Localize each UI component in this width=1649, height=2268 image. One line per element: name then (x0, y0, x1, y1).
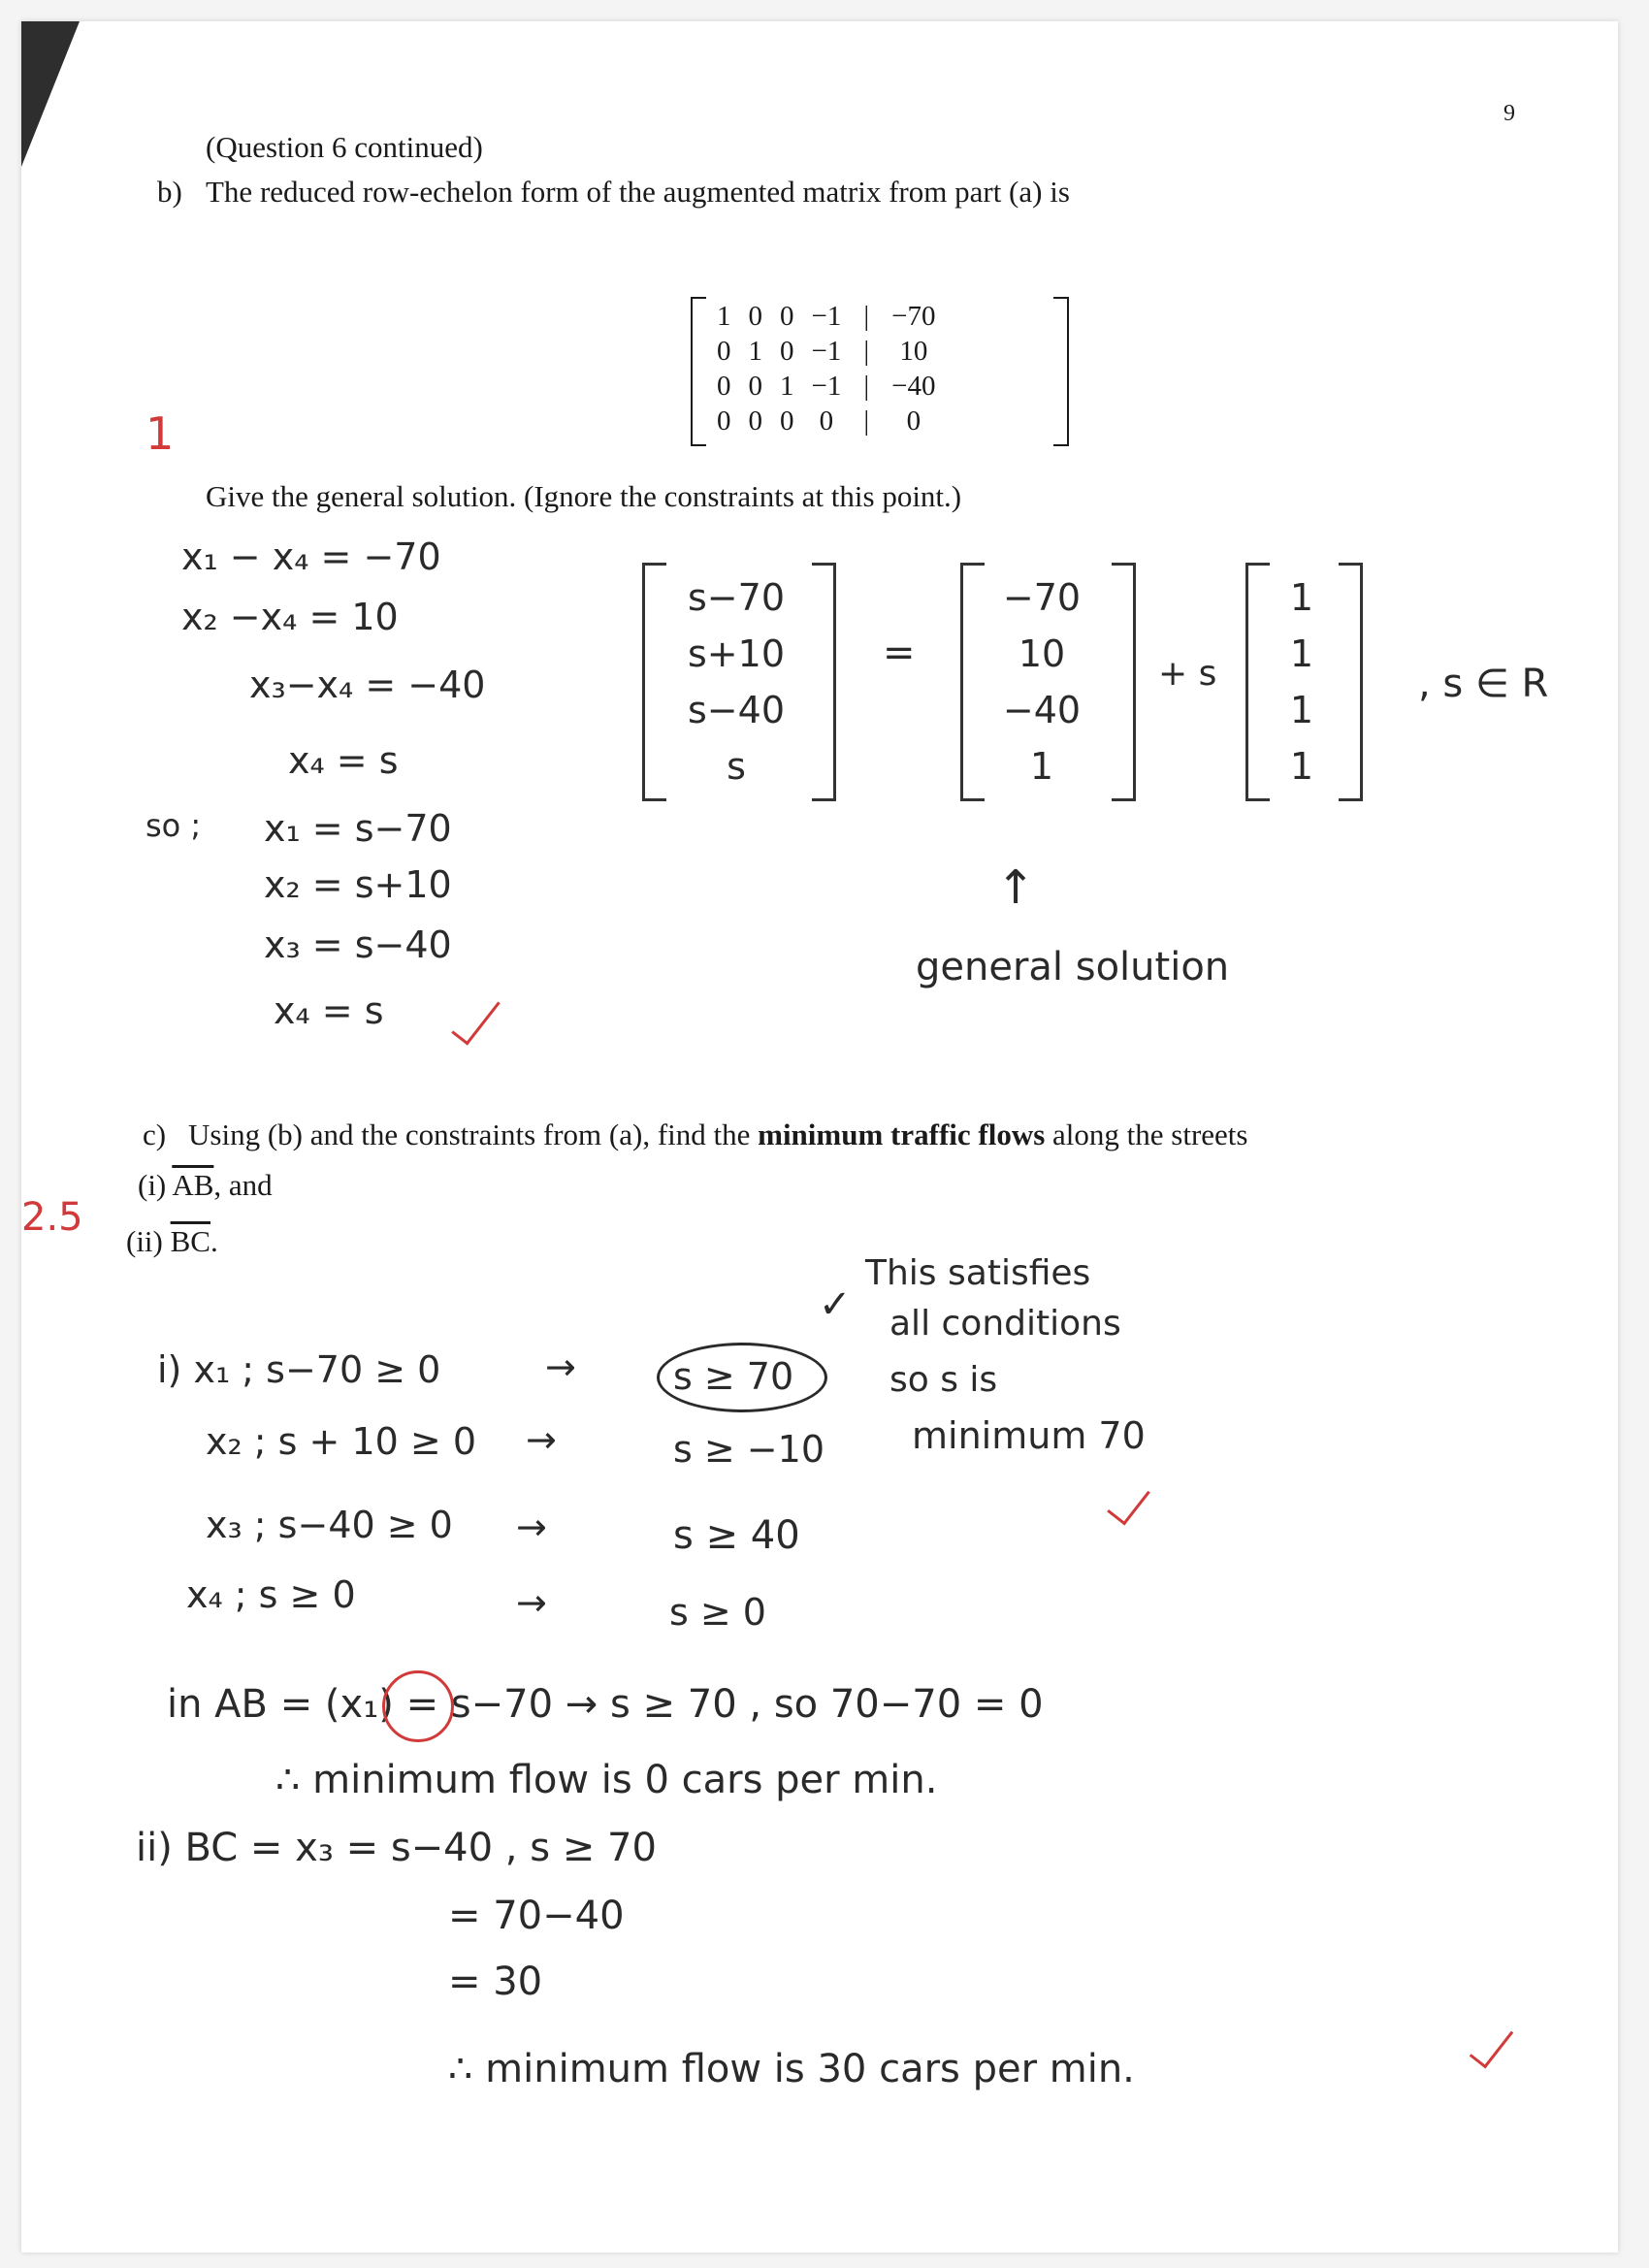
matrix-divider: | (863, 335, 870, 367)
vector-left-bracket (1245, 563, 1270, 801)
matrix-row (708, 334, 945, 369)
part-c-item-i (138, 1168, 273, 1203)
matrix-cell: 0 (780, 300, 794, 332)
check-mark-icon (1107, 1478, 1150, 1525)
check-mark-icon: ✓ (819, 1282, 852, 1327)
part-c-text (188, 1118, 1248, 1152)
part-c-text-start: Using (b) and the constraints from (a), find the (188, 1118, 751, 1151)
vector-entry: 1 (1289, 576, 1314, 619)
vector-entry: 1 (1029, 745, 1054, 788)
part-c-label: c) (143, 1118, 167, 1151)
scan-shadow (21, 21, 80, 167)
constraint-result: s ≥ −10 (673, 1428, 824, 1471)
matrix-cell: −40 (891, 370, 936, 402)
part-c-item-ii (126, 1224, 218, 1259)
matrix-cell: −1 (811, 370, 842, 402)
vector-entry: 1 (1289, 632, 1314, 675)
matrix-divider: | (863, 405, 870, 437)
constraint-result: s ≥ 70 (673, 1355, 794, 1398)
exam-page (21, 21, 1618, 2252)
matrix-divider: | (863, 300, 870, 332)
matrix-cell: 0 (748, 300, 762, 332)
vector-entry: s−40 (688, 689, 785, 731)
note-line: minimum 70 (912, 1414, 1146, 1457)
circle-annotation (657, 1343, 827, 1412)
matrix-cell: 0 (748, 405, 762, 437)
ab-conclusion: ∴ minimum flow is 0 cars per min. (275, 1758, 938, 1802)
note-line: so s is (889, 1360, 998, 1400)
matrix-cell: 0 (748, 370, 762, 402)
domain-statement: , s ∈ R (1418, 662, 1549, 706)
vector-direction (1273, 569, 1331, 794)
vector-right-bracket (1112, 563, 1136, 801)
so-label: so ; (146, 807, 202, 844)
bc-step: = 70−40 (448, 1894, 625, 1938)
matrix-cell: −70 (891, 300, 936, 332)
check-mark-icon (451, 990, 500, 1045)
constraint-result: s ≥ 40 (673, 1513, 800, 1558)
constraint-result: s ≥ 0 (669, 1591, 766, 1634)
hand-equation: x₄ = s (288, 739, 399, 782)
vector-left-bracket (960, 563, 985, 801)
matrix-row (708, 369, 945, 404)
vector-entry: s+10 (688, 632, 785, 675)
hand-equation: x₁ − x₄ = −70 (181, 535, 441, 578)
vector-entry: −40 (1002, 689, 1082, 731)
hand-equation: x₃−x₄ = −40 (249, 664, 486, 706)
arrow-right-icon: → (545, 1345, 576, 1388)
note-line: This satisfies (865, 1253, 1091, 1293)
matrix-left-bracket (691, 297, 706, 446)
hand-solution: x₁ = s−70 (264, 807, 452, 850)
plus-s: + s (1158, 654, 1217, 694)
bc-conclusion: ∴ minimum flow is 30 cars per min. (448, 2047, 1135, 2091)
matrix-cell: 0 (717, 405, 731, 437)
hand-solution: x₃ = s−40 (264, 923, 452, 966)
matrix-table (708, 299, 945, 438)
vector-right-bracket (812, 563, 836, 801)
constraint-expr: x₄ ; s ≥ 0 (186, 1573, 356, 1616)
red-circle-annotation (382, 1670, 454, 1742)
bc-step: = 30 (448, 1960, 543, 2004)
vector-entry: s−70 (688, 576, 785, 619)
hand-solution: x₂ = s+10 (264, 863, 452, 906)
matrix-cell: 0 (717, 335, 731, 367)
matrix-right-bracket (1053, 297, 1069, 446)
check-mark-icon (1470, 2021, 1513, 2069)
vector-right-bracket (1339, 563, 1363, 801)
ab-working: in AB = (x₁) = s−70 → s ≥ 70 , so 70−70 = 0 (167, 1682, 1044, 1727)
bc-working: ii) BC = x₃ = s−40 , s ≥ 70 (136, 1826, 657, 1870)
page-number: 9 (1504, 101, 1515, 126)
vector-entry: 1 (1289, 745, 1314, 788)
matrix-row (708, 404, 945, 438)
matrix-cell: 0 (819, 405, 834, 437)
item-suffix: . (210, 1224, 218, 1258)
equals-sign: = (883, 631, 916, 675)
vector-entry: 1 (1289, 689, 1314, 731)
grade-mark-c: 2.5 (21, 1195, 83, 1240)
hand-equation: x₂ −x₄ = 10 (181, 596, 399, 638)
matrix-cell: 1 (748, 335, 762, 367)
vector-entry: −70 (1002, 576, 1082, 619)
matrix-cell: −1 (811, 300, 842, 332)
matrix-cell: 10 (899, 335, 928, 367)
matrix-cell: −1 (811, 335, 842, 367)
part-b-label: b) (157, 175, 182, 209)
hand-solution: x₄ = s (274, 989, 384, 1032)
item-label: (i) (138, 1168, 167, 1202)
part-b-text: The reduced row-echelon form of the augmented matrix from part (a) is (206, 175, 1070, 209)
general-solution-label: general solution (916, 945, 1230, 989)
matrix-row (708, 299, 945, 334)
constraint-expr: x₂ ; s + 10 ≥ 0 (206, 1420, 477, 1463)
vector-entry: s (727, 745, 746, 788)
item-suffix: , and (213, 1168, 273, 1202)
constraint-expr: x₃ ; s−40 ≥ 0 (206, 1504, 453, 1546)
note-line: all conditions (889, 1304, 1121, 1344)
constraint-expr: i) x₁ ; s−70 ≥ 0 (157, 1348, 441, 1391)
matrix-cell: 0 (717, 370, 731, 402)
matrix-cell: 1 (780, 370, 794, 402)
matrix-cell: 0 (780, 335, 794, 367)
arrow-right-icon: → (516, 1506, 547, 1548)
augmented-matrix (691, 297, 1069, 442)
grade-mark-b: 1 (146, 407, 175, 460)
arrow-right-icon: → (526, 1418, 557, 1461)
street-ab: $\overline{AB}$ (172, 1168, 214, 1202)
question-heading: (Question 6 continued) (206, 130, 483, 164)
vector-const (984, 569, 1100, 794)
arrow-up-icon: ↑ (996, 860, 1036, 915)
vector-entry: 10 (1018, 632, 1066, 675)
matrix-cell: 0 (906, 405, 922, 437)
matrix-cell: 1 (717, 300, 731, 332)
part-b-prompt: Give the general solution. (Ignore the constraints at this point.) (206, 479, 962, 513)
item-label: (ii) (126, 1224, 163, 1258)
arrow-right-icon: → (516, 1581, 547, 1624)
part-c-text-end: along the streets (1052, 1118, 1248, 1151)
street-bc: $\overline{BC}$ (170, 1224, 210, 1258)
matrix-cell: 0 (780, 405, 794, 437)
part-c-text-bold: minimum traffic flows (758, 1118, 1046, 1151)
vector-lhs (663, 569, 809, 794)
matrix-divider: | (863, 370, 870, 402)
